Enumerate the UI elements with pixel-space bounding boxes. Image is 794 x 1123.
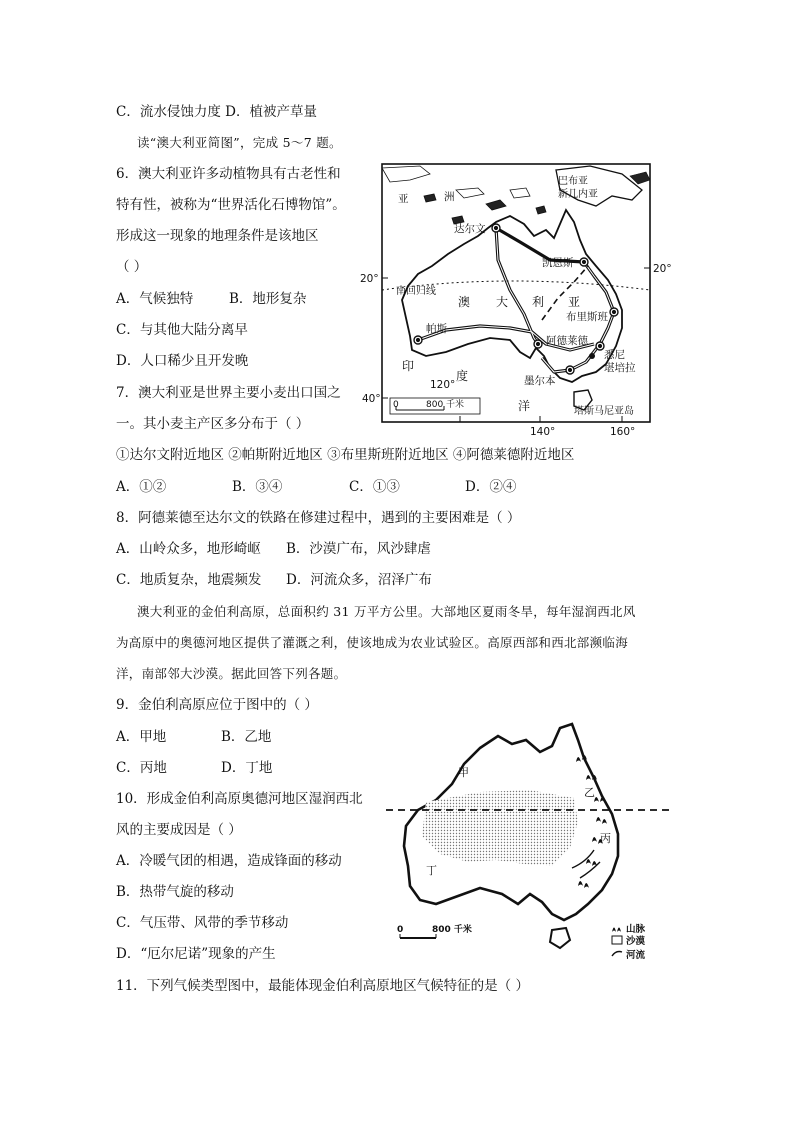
q10-stem-2: 风的主要成因是（ ） — [116, 822, 242, 838]
q7-option-c[interactable]: C．①③ — [349, 479, 400, 495]
label-ding: 丁 — [426, 864, 437, 877]
q10-option-a[interactable]: A．冷暖气团的相遇，造成锋面的移动 — [116, 853, 342, 869]
map2-scale-800: 800 千米 — [432, 925, 472, 935]
legend-river-icon — [612, 952, 622, 957]
legend-mountain-icon — [612, 928, 621, 933]
q9-option-d[interactable]: D．丁地 — [221, 760, 273, 776]
label-du: 度 — [456, 369, 469, 383]
map2-scale-bar — [397, 923, 472, 938]
label-perth: 帕斯 — [426, 323, 447, 335]
q4-options-tail: C．流水侵蚀力度 D．植被产草量 — [116, 104, 317, 120]
q6-stem-3: 形成这一现象的地理条件是该地区 — [116, 228, 319, 244]
q6-option-a[interactable]: A．气候独特 — [116, 291, 194, 307]
label-tasmania: 塔斯马尼亚岛 — [574, 406, 634, 417]
label-jia: 甲 — [458, 766, 469, 779]
q8-option-a[interactable]: A．山岭众多，地形崎岖 — [116, 541, 261, 557]
label-brisbane: 布里斯班 — [566, 311, 608, 323]
label-zhou: 洲 — [444, 191, 455, 203]
label-bing: 丙 — [600, 832, 611, 845]
label-canberra: 堪培拉 — [604, 362, 636, 374]
label-adelaide: 阿德莱德 — [546, 335, 588, 347]
label-asia: 亚 — [398, 193, 409, 205]
q8-option-b[interactable]: B．沙漠广布，风沙肆虐 — [286, 541, 431, 557]
q6-answer-blank: （ ） — [116, 259, 148, 275]
q9-option-a[interactable]: A．甲地 — [116, 729, 167, 745]
map2-legend — [612, 923, 646, 961]
q6-stem-2: 特有性，被称为“世界活化石博物馆”。 — [116, 197, 346, 213]
q9-stem: 9．金伯利高原应位于图中的（ ） — [116, 697, 318, 713]
q7-option-a[interactable]: A．①② — [116, 479, 167, 495]
q10-option-c[interactable]: C．气压带、风带的季节移动 — [116, 915, 289, 931]
australia-sketch-map — [360, 160, 672, 442]
label-new-guinea: 新几内亚 — [558, 189, 598, 200]
map2-tasmania — [550, 928, 570, 948]
q7-option-b[interactable]: B．③④ — [232, 479, 283, 495]
label-sydney: 悉尼 — [604, 349, 625, 361]
legend-desert-label: 沙漠 — [626, 936, 646, 947]
label-da: 大 — [496, 295, 509, 309]
label-cairns: 凯恩斯 — [542, 257, 574, 269]
label-tropic: 南回归线 — [396, 286, 436, 297]
label-papua: 巴布亚 — [558, 176, 588, 187]
label-darwin: 达尔文 — [454, 223, 486, 235]
label-melbourne: 墨尔本 — [524, 375, 556, 387]
legend-desert-icon — [612, 936, 622, 944]
label-lat-40: 40° — [362, 393, 381, 405]
q8-stem: 8．阿德莱德至达尔文的铁路在修建过程中，遇到的主要困难是（ ） — [116, 510, 521, 526]
q6-option-d[interactable]: D．人口稀少且开发晚 — [116, 353, 249, 369]
q10-stem-1: 10．形成金伯利高原奥德河地区湿润西北 — [116, 791, 363, 807]
q8-option-d[interactable]: D．河流众多，沼泽广布 — [286, 572, 432, 588]
q10-option-b[interactable]: B．热带气旋的移动 — [116, 884, 234, 900]
kimberley-location-map — [380, 718, 680, 968]
q6-option-b[interactable]: B．地形复杂 — [229, 291, 307, 307]
legend-mountain-label: 山脉 — [626, 924, 646, 935]
label-yang: 洋 — [518, 399, 531, 413]
label-scale-800: 800 千米 — [426, 400, 465, 410]
legend-river-label: 河流 — [626, 950, 646, 961]
q6-option-c[interactable]: C．与其他大陆分离早 — [116, 322, 248, 338]
map2-scale-zero: 0 — [397, 925, 404, 935]
label-li: 利 — [532, 295, 545, 309]
q10-option-d[interactable]: D．“厄尔尼诺”现象的产生 — [116, 946, 276, 962]
reading-intro-kimberley-1: 澳大利亚的金伯利高原，总面积约 31 万平方公里。大部地区夏雨冬旱，每年湿润西北风 — [137, 604, 636, 619]
q9-option-b[interactable]: B．乙地 — [221, 729, 272, 745]
reading-intro-kimberley-3: 洋，南部邻大沙漠。据此回答下列各题。 — [116, 666, 347, 681]
q7-area-list: ①达尔文附近地区 ②帕斯附近地区 ③布里斯班附近地区 ④阿德莱德附近地区 — [116, 447, 575, 463]
label-yi: 乙 — [584, 786, 595, 799]
reading-intro-5-7: 读“澳大利亚简图”，完成 5～7 题。 — [137, 135, 342, 150]
q9-option-c[interactable]: C．丙地 — [116, 760, 167, 776]
q11-stem: 11．下列气候类型图中，最能体现金伯利高原地区气候特征的是（ ） — [116, 978, 529, 994]
reading-intro-kimberley-2: 为高原中的奥德河地区提供了灌溉之利，使该地成为农业试验区。高原西部和西北部濒临海 — [116, 635, 629, 650]
q7-option-d[interactable]: D．②④ — [465, 479, 517, 495]
q6-stem-1: 6．澳大利亚许多动植物具有古老性和 — [116, 166, 341, 182]
label-lon-120: 120° — [430, 379, 456, 391]
label-ya: 亚 — [568, 295, 581, 309]
q7-stem-1: 7．澳大利亚是世界主要小麦出口国之 — [116, 385, 341, 401]
label-lat-20-right: 20° — [653, 263, 672, 275]
label-lat-20-left: 20° — [360, 273, 379, 285]
label-lon-160: 160° — [610, 426, 636, 438]
label-scale-zero: 0 — [393, 400, 399, 410]
label-yin: 印 — [402, 359, 415, 373]
label-ao: 澳 — [458, 295, 471, 309]
label-lon-140: 140° — [530, 426, 556, 438]
desert-area — [422, 790, 578, 866]
q7-stem-2: 一。其小麦主产区多分布于（ ） — [116, 416, 310, 432]
canberra-marker — [589, 353, 595, 359]
q8-option-c[interactable]: C．地质复杂，地震频发 — [116, 572, 262, 588]
